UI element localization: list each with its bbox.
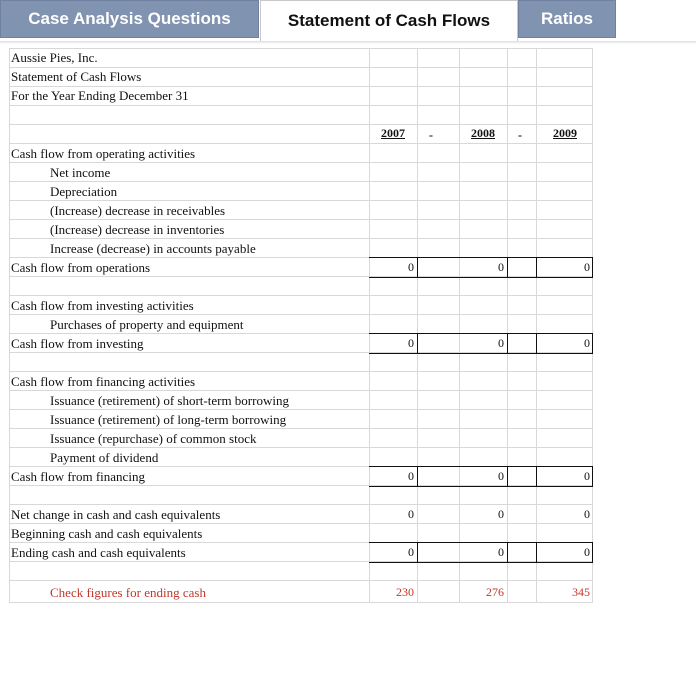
statement-title: Statement of Cash Flows xyxy=(11,69,142,84)
purchases-label: Purchases of property and equipment xyxy=(50,317,244,332)
header-separator: - xyxy=(518,128,522,142)
operations-total-2007[interactable]: 0 xyxy=(408,260,414,274)
long-term-borrowing-label: Issuance (retirement) of long-term borrowing xyxy=(50,412,287,427)
check-figures-label: Check figures for ending cash xyxy=(50,585,206,600)
financing-total-label: Cash flow from financing xyxy=(11,469,145,484)
financing-total-2008[interactable]: 0 xyxy=(498,469,504,483)
financing-total-2007[interactable]: 0 xyxy=(408,469,414,483)
check-figure-2007: 230 xyxy=(396,585,414,599)
dividend-label: Payment of dividend xyxy=(50,450,159,465)
tab-bar-shadow xyxy=(0,41,696,44)
sum-line xyxy=(369,562,593,563)
depreciation-label: Depreciation xyxy=(50,184,118,199)
net-change-2008[interactable]: 0 xyxy=(498,507,504,521)
ending-cash-2008[interactable]: 0 xyxy=(498,545,504,559)
operations-total-2008[interactable]: 0 xyxy=(498,260,504,274)
investing-total-2008[interactable]: 0 xyxy=(498,336,504,350)
sum-line xyxy=(369,353,593,354)
operating-heading: Cash flow from operating activities xyxy=(11,146,196,161)
year-header-2007: 2007 xyxy=(381,126,405,140)
tab-ratios[interactable]: Ratios xyxy=(518,0,616,38)
investing-heading: Cash flow from investing activities xyxy=(11,298,194,313)
operations-total-label: Cash flow from operations xyxy=(11,260,151,275)
sheet-tab-bar xyxy=(0,0,696,41)
statement-period: For the Year Ending December 31 xyxy=(11,88,189,103)
receivables-label: (Increase) decrease in receivables xyxy=(50,203,226,218)
investing-total-2007[interactable]: 0 xyxy=(408,336,414,350)
ending-cash-2007[interactable]: 0 xyxy=(408,545,414,559)
investing-total-label: Cash flow from investing xyxy=(11,336,144,351)
sum-line xyxy=(369,486,593,487)
payables-label: Increase (decrease) in accounts payable xyxy=(50,241,256,256)
year-header-2009: 2009 xyxy=(553,126,577,140)
short-term-borrowing-label: Issuance (retirement) of short-term borrowing xyxy=(50,393,289,408)
check-figure-2009: 345 xyxy=(572,585,590,599)
company-name: Aussie Pies, Inc. xyxy=(11,50,98,65)
check-figure-2008: 276 xyxy=(486,585,504,599)
common-stock-label: Issuance (repurchase) of common stock xyxy=(50,431,257,446)
header-separator: - xyxy=(429,128,433,142)
net-change-label: Net change in cash and cash equivalents xyxy=(11,507,221,522)
net-change-2007[interactable]: 0 xyxy=(408,507,414,521)
ending-cash-2009[interactable]: 0 xyxy=(584,545,590,559)
spreadsheet-grid[interactable] xyxy=(9,48,593,603)
sum-line xyxy=(369,277,593,278)
net-income-label: Net income xyxy=(50,165,111,180)
operations-total-2009[interactable]: 0 xyxy=(584,260,590,274)
year-header-2008: 2008 xyxy=(471,126,495,140)
ending-cash-label: Ending cash and cash equivalents xyxy=(11,545,186,560)
tab-statement-of-cash-flows[interactable]: Statement of Cash Flows xyxy=(260,0,518,41)
net-change-2009[interactable]: 0 xyxy=(584,507,590,521)
tab-case-analysis-questions[interactable]: Case Analysis Questions xyxy=(0,0,259,38)
financing-heading: Cash flow from financing activities xyxy=(11,374,196,389)
financing-total-2009[interactable]: 0 xyxy=(584,469,590,483)
investing-total-2009[interactable]: 0 xyxy=(584,336,590,350)
inventories-label: (Increase) decrease in inventories xyxy=(50,222,225,237)
beginning-cash-label: Beginning cash and cash equivalents xyxy=(11,526,203,541)
